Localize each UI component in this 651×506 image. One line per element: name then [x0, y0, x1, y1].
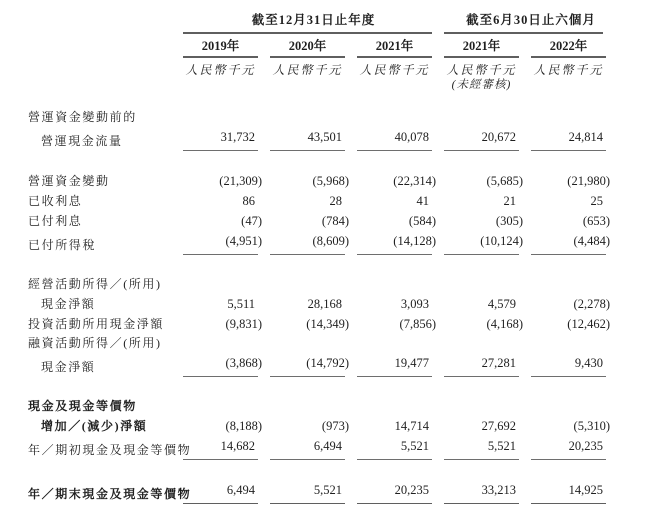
value-cell [357, 353, 444, 377]
value-number: 6,494 [226, 483, 255, 497]
value-cell [357, 416, 444, 436]
value-cell-inner [531, 127, 606, 151]
value-cell [357, 191, 444, 211]
value-cell-inner [270, 191, 345, 211]
header-group-annual-title: 截至12月31日止年度 [251, 13, 376, 27]
value-number: (4,168) [486, 317, 523, 331]
table-row [28, 127, 651, 151]
value-number: (7,856) [399, 317, 436, 331]
header-year-cell [183, 39, 270, 58]
value-cell [183, 436, 270, 460]
value-number: 14,682 [220, 439, 255, 453]
value-number: (4,951) [225, 234, 262, 248]
row-spacer [28, 151, 651, 171]
value-cell [531, 480, 618, 504]
table-row [28, 211, 651, 231]
header-group-interim-rule [444, 32, 603, 34]
header-year-text: 2020年 [270, 39, 345, 58]
value-cell [357, 127, 444, 151]
table-body [28, 108, 651, 504]
value-cell-inner [357, 416, 432, 436]
row-spacer [28, 255, 651, 275]
value-number: (14,128) [393, 234, 436, 248]
value-number: 5,521 [487, 439, 516, 453]
value-cell-inner [531, 211, 610, 231]
value-cell [183, 127, 270, 151]
value-cell [444, 211, 531, 231]
value-cell-inner [270, 436, 345, 460]
header-year-text: 2021年 [444, 39, 519, 58]
value-cell-inner [357, 353, 432, 377]
value-cell-inner [444, 191, 519, 211]
value-number: (22,314) [393, 174, 436, 188]
value-number: 9,430 [574, 356, 603, 370]
header-unit-text: 人民幣千元 [446, 63, 517, 77]
header-group-annual-rule [183, 32, 432, 34]
row-spacer [28, 460, 651, 480]
value-number: (8,188) [225, 419, 262, 433]
value-cell-inner [357, 480, 432, 504]
value-cell [357, 314, 444, 334]
value-cell [357, 480, 444, 504]
value-cell-inner [183, 231, 262, 255]
value-cell [531, 211, 618, 231]
value-cell [270, 353, 357, 377]
value-number: 40,078 [394, 130, 429, 144]
value-number: 14,714 [394, 419, 429, 433]
row-label: 現金淨額 [41, 360, 96, 374]
value-number: (10,124) [480, 234, 523, 248]
value-cell-inner [270, 480, 345, 504]
value-number: (784) [321, 214, 349, 228]
value-cell-inner [270, 231, 349, 255]
value-number: (21,980) [567, 174, 610, 188]
value-number: 14,925 [568, 483, 603, 497]
value-cell [357, 211, 444, 231]
value-cell [531, 416, 618, 436]
value-cell-inner [444, 294, 519, 314]
value-cell-inner [270, 294, 345, 314]
row-label: 年／期末現金及現金等價物 [28, 487, 192, 501]
header-group-annual [183, 13, 444, 34]
value-cell-inner [444, 211, 523, 231]
value-number: (2,278) [573, 297, 610, 311]
header-unit-cell [531, 63, 618, 78]
value-number: (5,968) [312, 174, 349, 188]
header-unit-text: 人民幣千元 [359, 63, 430, 77]
value-cell-inner [531, 171, 610, 191]
value-cell [270, 211, 357, 231]
value-number: 6,494 [313, 439, 342, 453]
table-row [28, 191, 651, 211]
value-number: 43,501 [307, 130, 342, 144]
value-number: 33,213 [481, 483, 516, 497]
value-cell-inner [531, 480, 606, 504]
table-row [28, 416, 651, 436]
value-cell-inner [183, 480, 258, 504]
value-cell [270, 416, 357, 436]
row-label: 已收利息 [28, 194, 83, 208]
value-cell-inner [444, 436, 519, 460]
value-number: (9,831) [225, 317, 262, 331]
value-cell [270, 231, 357, 255]
table-row [28, 314, 651, 334]
value-number: 31,732 [220, 130, 255, 144]
header-year-cell [444, 39, 531, 58]
value-cell [270, 294, 357, 314]
value-cell-inner [444, 127, 519, 151]
row-label: 年／期初現金及現金等價物 [28, 443, 192, 457]
value-cell [270, 480, 357, 504]
value-number: 20,235 [568, 439, 603, 453]
value-cell [444, 191, 531, 211]
header-group-row [28, 13, 651, 34]
table-row [28, 480, 651, 504]
value-cell [444, 436, 531, 460]
value-cell-inner [183, 211, 262, 231]
header-unit-text: 人民幣千元 [533, 63, 604, 77]
value-number: (14,792) [306, 356, 349, 370]
value-cell [531, 191, 618, 211]
value-number: 27,692 [481, 419, 516, 433]
table-row [28, 353, 651, 377]
header-note-cell [444, 78, 531, 93]
value-cell [444, 127, 531, 151]
value-cell-inner [444, 416, 519, 436]
value-cell-inner [183, 127, 258, 151]
value-cell-inner [531, 416, 610, 436]
row-label: 已付利息 [28, 214, 83, 228]
row-label: 融資活動所得／(所用) [28, 336, 162, 350]
header-year-cell [270, 39, 357, 58]
header-unit-row [28, 63, 651, 78]
row-label: 營運資金變動前的 [28, 110, 137, 124]
header-year-text: 2019年 [183, 39, 258, 58]
value-cell-inner [531, 294, 610, 314]
value-cell-inner [444, 171, 523, 191]
header-year-text: 2021年 [357, 39, 432, 58]
value-cell-inner [531, 314, 610, 334]
value-cell [183, 294, 270, 314]
value-number: 25 [590, 194, 603, 208]
table-row [28, 436, 651, 460]
value-number: (14,349) [306, 317, 349, 331]
value-cell [444, 416, 531, 436]
value-cell [270, 191, 357, 211]
value-number: 27,281 [481, 356, 516, 370]
value-cell [531, 314, 618, 334]
value-number: 28,168 [307, 297, 342, 311]
value-number: (3,868) [225, 356, 262, 370]
value-cell-inner [183, 171, 262, 191]
value-cell [270, 127, 357, 151]
value-cell [531, 127, 618, 151]
value-number: (47) [241, 214, 262, 228]
value-cell-inner [357, 231, 436, 255]
row-label: 現金淨額 [41, 297, 96, 311]
table-row [28, 294, 651, 314]
header-unit-cell [183, 63, 270, 78]
value-number: 5,521 [313, 483, 342, 497]
value-cell-inner [183, 416, 262, 436]
value-number: (5,310) [573, 419, 610, 433]
value-cell [444, 294, 531, 314]
header-group-interim-title: 截至6月30日止六個月 [466, 13, 596, 27]
header-group-interim [444, 13, 618, 34]
value-cell [183, 171, 270, 191]
value-cell-inner [444, 480, 519, 504]
value-cell [531, 353, 618, 377]
value-number: 28 [329, 194, 342, 208]
value-cell-inner [183, 191, 258, 211]
value-cell-inner [357, 294, 432, 314]
value-number: (21,309) [219, 174, 262, 188]
row-label: 營運資金變動 [28, 174, 110, 188]
value-cell-inner [270, 353, 349, 377]
value-cell-inner [270, 211, 349, 231]
table-row [28, 275, 651, 294]
value-number: (4,484) [573, 234, 610, 248]
row-label: 現金及現金等價物 [28, 399, 137, 413]
value-cell-inner [444, 231, 523, 255]
value-number: (584) [408, 214, 436, 228]
row-label: 增加／(減少)淨額 [41, 419, 148, 433]
header-year-text: 2022年 [531, 39, 606, 58]
row-label: 已付所得稅 [28, 238, 97, 252]
header-note-row [28, 78, 651, 93]
header-note-text: (未經審核) [451, 79, 512, 91]
header-year-cell [357, 39, 444, 58]
table-row [28, 171, 651, 191]
value-number: 41 [416, 194, 429, 208]
value-cell [183, 416, 270, 436]
value-cell [444, 314, 531, 334]
value-number: (653) [582, 214, 610, 228]
value-cell [531, 294, 618, 314]
value-cell-inner [183, 436, 258, 460]
row-spacer [28, 377, 651, 397]
header-year-cell [531, 39, 618, 58]
value-number: 5,511 [227, 297, 255, 311]
value-cell [357, 171, 444, 191]
table-row [28, 231, 651, 255]
table-row [28, 334, 651, 353]
value-cell-inner [357, 211, 436, 231]
header-unit-cell [357, 63, 444, 78]
value-cell [183, 191, 270, 211]
value-cell [183, 353, 270, 377]
value-number: 24,814 [568, 130, 603, 144]
value-cell [357, 436, 444, 460]
value-number: (305) [495, 214, 523, 228]
value-number: (5,685) [486, 174, 523, 188]
value-cell [531, 231, 618, 255]
cash-flow-table [28, 13, 651, 504]
value-cell [357, 231, 444, 255]
value-number: 4,579 [487, 297, 516, 311]
header-year-row [28, 39, 651, 58]
value-cell-inner [531, 191, 606, 211]
header-unit-text: 人民幣千元 [185, 63, 256, 77]
value-cell-inner [444, 353, 519, 377]
value-cell-inner [270, 416, 349, 436]
value-cell-inner [270, 314, 349, 334]
value-cell [270, 436, 357, 460]
table-row [28, 397, 651, 416]
value-cell [444, 231, 531, 255]
row-label: 經營活動所得／(所用) [28, 277, 162, 291]
value-cell [183, 314, 270, 334]
header-unit-cell [444, 63, 531, 78]
value-cell-inner [357, 191, 432, 211]
value-number: (8,609) [312, 234, 349, 248]
value-cell-inner [357, 171, 436, 191]
value-cell-inner [357, 314, 436, 334]
value-cell-inner [531, 231, 610, 255]
value-cell [444, 480, 531, 504]
value-cell [531, 436, 618, 460]
header-unit-text: 人民幣千元 [272, 63, 343, 77]
value-cell-inner [357, 436, 432, 460]
value-cell [183, 211, 270, 231]
value-cell [444, 353, 531, 377]
value-cell [270, 314, 357, 334]
value-cell [531, 171, 618, 191]
value-number: 19,477 [394, 356, 429, 370]
value-number: (12,462) [567, 317, 610, 331]
value-cell-inner [357, 127, 432, 151]
value-cell-inner [270, 127, 345, 151]
value-cell-inner [183, 294, 258, 314]
table-row [28, 108, 651, 127]
value-cell [183, 231, 270, 255]
value-number: 86 [242, 194, 255, 208]
value-cell [357, 294, 444, 314]
row-label: 營運現金流量 [41, 134, 123, 148]
value-cell-inner [531, 436, 606, 460]
value-number: (973) [321, 419, 349, 433]
value-cell [183, 480, 270, 504]
value-number: 5,521 [400, 439, 429, 453]
value-number: 21 [503, 194, 516, 208]
value-cell [444, 171, 531, 191]
value-cell-inner [444, 314, 523, 334]
value-cell-inner [183, 353, 262, 377]
value-cell [270, 171, 357, 191]
value-number: 3,093 [400, 297, 429, 311]
value-cell-inner [270, 171, 349, 191]
value-number: 20,672 [481, 130, 516, 144]
value-cell-inner [183, 314, 262, 334]
header-unit-cell [270, 63, 357, 78]
value-cell-inner [531, 353, 606, 377]
row-label: 投資活動所用現金淨額 [28, 317, 165, 331]
value-number: 20,235 [394, 483, 429, 497]
